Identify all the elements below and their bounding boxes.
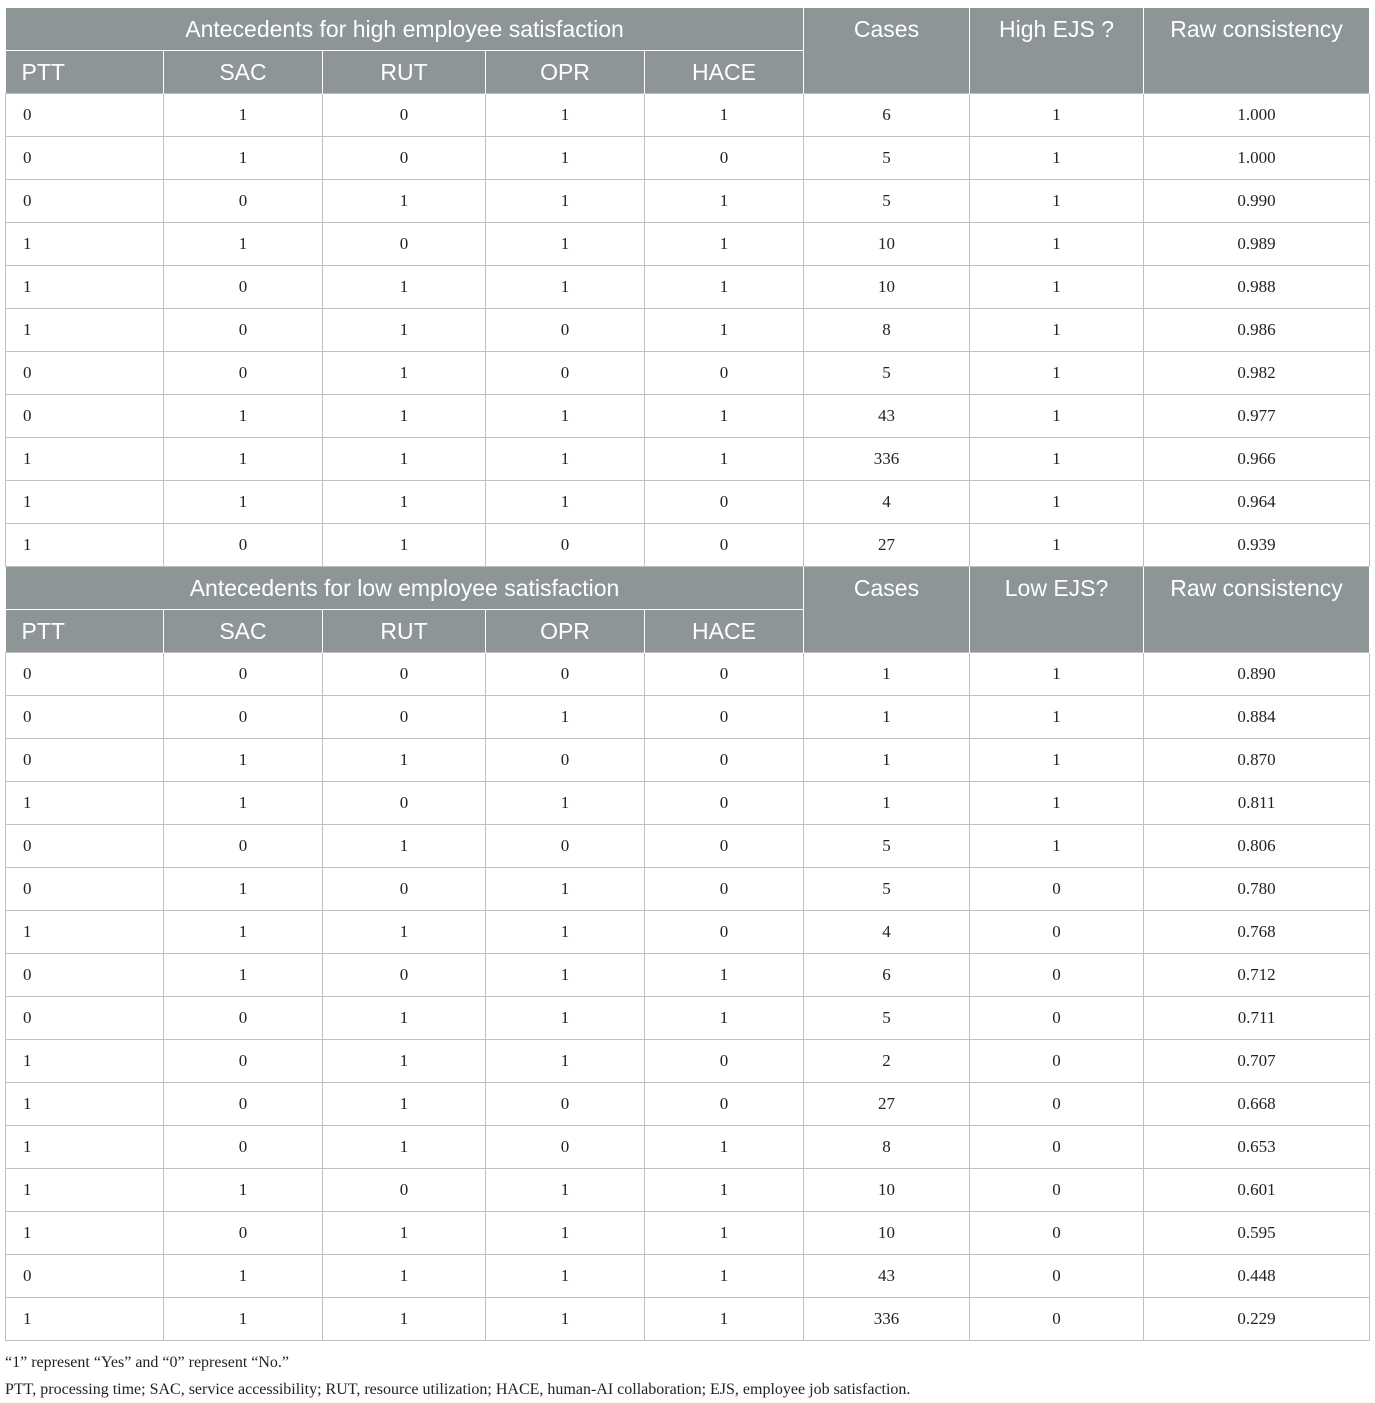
high-cell-outcome: 1: [970, 266, 1144, 309]
low-col-opr: OPR: [486, 610, 645, 653]
high-cell-ptt: 1: [6, 309, 164, 352]
table-row: [6, 352, 1370, 395]
table-row: [6, 782, 1370, 825]
low-cell-rut: 1: [323, 1212, 486, 1255]
footnote-coding: “1” represent “Yes” and “0” represent “No.”: [5, 1354, 290, 1371]
high-cell-hace: 0: [645, 137, 804, 180]
low-cell-sac: 0: [164, 1126, 323, 1169]
high-cell-hace: 1: [645, 266, 804, 309]
low-col-rut: RUT: [323, 610, 486, 653]
low-cell-ptt: 0: [6, 825, 164, 868]
table-row: [6, 997, 1370, 1040]
high-col-rut: RUT: [323, 51, 486, 94]
table-row: [6, 696, 1370, 739]
low-cell-cases: 1: [804, 653, 970, 696]
high-body: [6, 94, 1370, 567]
high-cell-hace: 1: [645, 94, 804, 137]
high-cell-consistency: 1.000: [1144, 94, 1370, 137]
low-cell-hace: 0: [645, 825, 804, 868]
high-cell-cases: 5: [804, 137, 970, 180]
high-cell-consistency: 0.977: [1144, 395, 1370, 438]
low-cell-ptt: 1: [6, 782, 164, 825]
low-cell-opr: 1: [486, 911, 645, 954]
table-row: [6, 911, 1370, 954]
low-cell-opr: 0: [486, 739, 645, 782]
high-cell-ptt: 0: [6, 94, 164, 137]
high-cell-consistency: 0.989: [1144, 223, 1370, 266]
high-header: [6, 8, 1370, 94]
low-cell-outcome: 0: [970, 868, 1144, 911]
low-cell-rut: 1: [323, 1040, 486, 1083]
high-cell-ptt: 0: [6, 180, 164, 223]
low-cell-consistency: 0.780: [1144, 868, 1370, 911]
low-cell-sac: 0: [164, 1212, 323, 1255]
table-row: [6, 868, 1370, 911]
high-cell-outcome: 1: [970, 352, 1144, 395]
high-cell-outcome: 1: [970, 223, 1144, 266]
table-row: [6, 825, 1370, 868]
low-cell-consistency: 0.711: [1144, 997, 1370, 1040]
low-cell-sac: 1: [164, 911, 323, 954]
low-body: [6, 653, 1370, 1341]
low-cell-cases: 1: [804, 696, 970, 739]
table-row: [6, 1212, 1370, 1255]
high-cell-sac: 0: [164, 180, 323, 223]
low-cell-rut: 1: [323, 825, 486, 868]
table-row: [6, 1169, 1370, 1212]
low-cell-ptt: 0: [6, 696, 164, 739]
low-cell-ptt: 1: [6, 1083, 164, 1126]
table-row: [6, 524, 1370, 567]
low-cell-hace: 0: [645, 911, 804, 954]
low-cell-outcome: 1: [970, 782, 1144, 825]
table-row: [6, 1083, 1370, 1126]
high-cell-cases: 5: [804, 352, 970, 395]
high-cell-opr: 1: [486, 395, 645, 438]
low-cell-outcome: 1: [970, 653, 1144, 696]
low-cell-sac: 1: [164, 782, 323, 825]
high-cell-cases: 8: [804, 309, 970, 352]
high-cell-cases: 27: [804, 524, 970, 567]
high-cell-sac: 0: [164, 309, 323, 352]
high-cell-opr: 1: [486, 223, 645, 266]
low-cell-consistency: 0.707: [1144, 1040, 1370, 1083]
low-cell-cases: 5: [804, 997, 970, 1040]
high-cell-outcome: 1: [970, 481, 1144, 524]
table-row: [6, 223, 1370, 266]
high-cell-opr: 1: [486, 180, 645, 223]
low-cell-rut: 0: [323, 954, 486, 997]
table-row: [6, 438, 1370, 481]
low-cell-cases: 27: [804, 1083, 970, 1126]
low-col-hace: HACE: [645, 610, 804, 653]
high-cell-rut: 1: [323, 395, 486, 438]
high-cell-rut: 1: [323, 524, 486, 567]
low-cell-ptt: 0: [6, 1255, 164, 1298]
low-cell-sac: 1: [164, 1298, 323, 1341]
low-cell-hace: 1: [645, 1126, 804, 1169]
low-cell-hace: 1: [645, 1212, 804, 1255]
high-cell-cases: 10: [804, 266, 970, 309]
high-cell-cases: 336: [804, 438, 970, 481]
low-cell-opr: 0: [486, 653, 645, 696]
low-cell-opr: 1: [486, 954, 645, 997]
high-cell-ptt: 1: [6, 438, 164, 481]
low-cell-outcome: 0: [970, 1255, 1144, 1298]
table-row: [6, 653, 1370, 696]
low-cell-rut: 1: [323, 997, 486, 1040]
table-row: [6, 739, 1370, 782]
high-outcome-header: High EJS ?: [970, 8, 1144, 94]
low-cell-opr: 0: [486, 1126, 645, 1169]
high-cell-opr: 1: [486, 481, 645, 524]
high-cell-sac: 1: [164, 94, 323, 137]
low-cell-ptt: 1: [6, 911, 164, 954]
results-table: [5, 8, 1370, 1341]
low-cell-cases: 10: [804, 1169, 970, 1212]
high-cell-opr: 0: [486, 352, 645, 395]
low-cell-sac: 1: [164, 868, 323, 911]
low-cell-outcome: 1: [970, 696, 1144, 739]
high-cell-opr: 1: [486, 438, 645, 481]
table-row: [6, 481, 1370, 524]
low-cell-consistency: 0.768: [1144, 911, 1370, 954]
low-cell-sac: 0: [164, 696, 323, 739]
low-consistency-header: Raw consistency: [1144, 567, 1370, 653]
footnote-abbreviations: PTT, processing time; SAC, service accessibility; RUT, resource utilization; HACE, human-AI collaboration; EJS, employee job satisfaction.: [5, 1381, 911, 1398]
low-cell-sac: 0: [164, 1040, 323, 1083]
low-cell-consistency: 0.884: [1144, 696, 1370, 739]
low-cell-ptt: 1: [6, 1298, 164, 1341]
high-cell-outcome: 1: [970, 137, 1144, 180]
low-col-ptt: PTT: [6, 610, 164, 653]
low-col-sac: SAC: [164, 610, 323, 653]
low-cell-opr: 0: [486, 1083, 645, 1126]
low-cell-cases: 8: [804, 1126, 970, 1169]
low-header: [6, 567, 1370, 653]
low-cell-consistency: 0.601: [1144, 1169, 1370, 1212]
high-cell-outcome: 1: [970, 309, 1144, 352]
table-footnotes: [5, 1349, 1369, 1403]
high-cell-consistency: 0.986: [1144, 309, 1370, 352]
high-cell-outcome: 1: [970, 438, 1144, 481]
low-cell-cases: 5: [804, 825, 970, 868]
high-cell-ptt: 0: [6, 352, 164, 395]
high-cell-rut: 1: [323, 352, 486, 395]
low-cell-ptt: 0: [6, 997, 164, 1040]
low-cell-rut: 1: [323, 1083, 486, 1126]
low-group-title: Antecedents for low employee satisfaction: [6, 567, 804, 610]
high-cell-ptt: 1: [6, 481, 164, 524]
high-cell-sac: 1: [164, 223, 323, 266]
table-row: [6, 1255, 1370, 1298]
high-cell-sac: 0: [164, 352, 323, 395]
low-cell-opr: 1: [486, 1298, 645, 1341]
low-cell-opr: 1: [486, 696, 645, 739]
high-cell-sac: 1: [164, 395, 323, 438]
low-cell-ptt: 1: [6, 1126, 164, 1169]
low-cell-opr: 1: [486, 782, 645, 825]
low-cell-outcome: 1: [970, 825, 1144, 868]
low-cell-ptt: 1: [6, 1040, 164, 1083]
high-cell-rut: 1: [323, 438, 486, 481]
high-cell-ptt: 1: [6, 223, 164, 266]
low-cell-outcome: 0: [970, 1212, 1144, 1255]
low-cell-hace: 1: [645, 1169, 804, 1212]
low-cell-sac: 0: [164, 997, 323, 1040]
high-cell-consistency: 0.966: [1144, 438, 1370, 481]
table-row: [6, 137, 1370, 180]
high-cell-cases: 4: [804, 481, 970, 524]
low-cell-rut: 1: [323, 1298, 486, 1341]
low-cell-cases: 10: [804, 1212, 970, 1255]
high-cell-rut: 1: [323, 481, 486, 524]
low-cell-opr: 1: [486, 1212, 645, 1255]
high-cell-cases: 43: [804, 395, 970, 438]
low-cell-rut: 1: [323, 739, 486, 782]
high-cell-outcome: 1: [970, 524, 1144, 567]
low-cell-consistency: 0.806: [1144, 825, 1370, 868]
low-cell-cases: 1: [804, 739, 970, 782]
low-cell-consistency: 0.712: [1144, 954, 1370, 997]
low-cell-sac: 1: [164, 1169, 323, 1212]
low-cell-ptt: 0: [6, 653, 164, 696]
low-cell-outcome: 0: [970, 911, 1144, 954]
low-cell-cases: 336: [804, 1298, 970, 1341]
high-cell-rut: 0: [323, 94, 486, 137]
high-cell-outcome: 1: [970, 180, 1144, 223]
high-cell-outcome: 1: [970, 395, 1144, 438]
low-cell-outcome: 0: [970, 997, 1144, 1040]
table-row: [6, 1298, 1370, 1341]
high-cell-hace: 1: [645, 309, 804, 352]
high-col-sac: SAC: [164, 51, 323, 94]
low-cell-consistency: 0.653: [1144, 1126, 1370, 1169]
low-cell-hace: 1: [645, 1255, 804, 1298]
high-cell-consistency: 0.939: [1144, 524, 1370, 567]
low-cell-hace: 0: [645, 1083, 804, 1126]
low-cell-hace: 0: [645, 782, 804, 825]
low-cell-rut: 1: [323, 1255, 486, 1298]
high-cell-sac: 1: [164, 481, 323, 524]
table-row: [6, 1126, 1370, 1169]
low-cell-sac: 0: [164, 825, 323, 868]
low-cases-header: Cases: [804, 567, 970, 653]
low-cell-rut: 0: [323, 696, 486, 739]
low-cell-ptt: 0: [6, 739, 164, 782]
low-cell-ptt: 1: [6, 1212, 164, 1255]
high-cases-header: Cases: [804, 8, 970, 94]
low-cell-cases: 2: [804, 1040, 970, 1083]
high-cell-outcome: 1: [970, 94, 1144, 137]
high-cell-sac: 1: [164, 137, 323, 180]
high-cell-ptt: 1: [6, 524, 164, 567]
high-cell-consistency: 0.988: [1144, 266, 1370, 309]
low-cell-rut: 0: [323, 868, 486, 911]
low-outcome-header: Low EJS?: [970, 567, 1144, 653]
low-cell-sac: 0: [164, 653, 323, 696]
low-cell-rut: 0: [323, 1169, 486, 1212]
high-group-title: Antecedents for high employee satisfaction: [6, 8, 804, 51]
high-cell-rut: 0: [323, 223, 486, 266]
high-cell-sac: 0: [164, 266, 323, 309]
low-cell-opr: 1: [486, 868, 645, 911]
low-cell-cases: 4: [804, 911, 970, 954]
low-cell-consistency: 0.595: [1144, 1212, 1370, 1255]
high-cell-opr: 1: [486, 137, 645, 180]
table-row: [6, 395, 1370, 438]
high-cell-consistency: 0.990: [1144, 180, 1370, 223]
low-cell-outcome: 0: [970, 1169, 1144, 1212]
low-cell-outcome: 1: [970, 739, 1144, 782]
high-cell-sac: 0: [164, 524, 323, 567]
low-cell-rut: 1: [323, 911, 486, 954]
low-cell-opr: 1: [486, 997, 645, 1040]
low-cell-outcome: 0: [970, 1298, 1144, 1341]
low-cell-outcome: 0: [970, 1126, 1144, 1169]
low-cell-sac: 1: [164, 739, 323, 782]
high-cell-ptt: 1: [6, 266, 164, 309]
low-cell-sac: 0: [164, 1083, 323, 1126]
high-col-hace: HACE: [645, 51, 804, 94]
low-cell-opr: 1: [486, 1255, 645, 1298]
low-cell-rut: 1: [323, 1126, 486, 1169]
high-col-opr: OPR: [486, 51, 645, 94]
low-cell-opr: 1: [486, 1040, 645, 1083]
low-cell-cases: 43: [804, 1255, 970, 1298]
high-cell-hace: 0: [645, 524, 804, 567]
high-cell-rut: 1: [323, 180, 486, 223]
low-cell-outcome: 0: [970, 954, 1144, 997]
truth-table: [5, 8, 1369, 1403]
table-row: [6, 1040, 1370, 1083]
high-cell-cases: 5: [804, 180, 970, 223]
low-cell-consistency: 0.229: [1144, 1298, 1370, 1341]
high-cell-cases: 6: [804, 94, 970, 137]
low-cell-opr: 0: [486, 825, 645, 868]
table-row: [6, 954, 1370, 997]
high-cell-rut: 1: [323, 309, 486, 352]
high-cell-cases: 10: [804, 223, 970, 266]
table-row: [6, 309, 1370, 352]
high-col-ptt: PTT: [6, 51, 164, 94]
high-cell-opr: 1: [486, 266, 645, 309]
low-cell-rut: 0: [323, 653, 486, 696]
low-cell-hace: 1: [645, 954, 804, 997]
low-cell-outcome: 0: [970, 1040, 1144, 1083]
low-cell-sac: 1: [164, 1255, 323, 1298]
high-cell-hace: 1: [645, 180, 804, 223]
low-cell-opr: 1: [486, 1169, 645, 1212]
high-consistency-header: Raw consistency: [1144, 8, 1370, 94]
low-cell-hace: 0: [645, 653, 804, 696]
low-cell-consistency: 0.668: [1144, 1083, 1370, 1126]
low-cell-hace: 1: [645, 1298, 804, 1341]
low-cell-hace: 0: [645, 1040, 804, 1083]
table-row: [6, 266, 1370, 309]
low-cell-ptt: 0: [6, 868, 164, 911]
high-cell-hace: 0: [645, 352, 804, 395]
high-cell-consistency: 0.964: [1144, 481, 1370, 524]
low-cell-consistency: 0.870: [1144, 739, 1370, 782]
table-row: [6, 94, 1370, 137]
low-cell-rut: 0: [323, 782, 486, 825]
low-cell-cases: 5: [804, 868, 970, 911]
low-cell-ptt: 0: [6, 954, 164, 997]
high-cell-sac: 1: [164, 438, 323, 481]
high-cell-hace: 1: [645, 438, 804, 481]
table-row: [6, 180, 1370, 223]
high-cell-hace: 1: [645, 395, 804, 438]
high-cell-consistency: 0.982: [1144, 352, 1370, 395]
high-cell-opr: 0: [486, 309, 645, 352]
high-cell-consistency: 1.000: [1144, 137, 1370, 180]
low-cell-cases: 1: [804, 782, 970, 825]
high-cell-opr: 1: [486, 94, 645, 137]
low-cell-hace: 0: [645, 696, 804, 739]
high-cell-rut: 0: [323, 137, 486, 180]
low-cell-ptt: 1: [6, 1169, 164, 1212]
low-cell-sac: 1: [164, 954, 323, 997]
low-cell-hace: 0: [645, 868, 804, 911]
high-cell-rut: 1: [323, 266, 486, 309]
low-cell-consistency: 0.811: [1144, 782, 1370, 825]
low-cell-hace: 0: [645, 739, 804, 782]
low-cell-consistency: 0.890: [1144, 653, 1370, 696]
low-cell-outcome: 0: [970, 1083, 1144, 1126]
low-cell-consistency: 0.448: [1144, 1255, 1370, 1298]
high-cell-hace: 0: [645, 481, 804, 524]
high-cell-ptt: 0: [6, 137, 164, 180]
low-cell-hace: 1: [645, 997, 804, 1040]
high-cell-hace: 1: [645, 223, 804, 266]
high-cell-ptt: 0: [6, 395, 164, 438]
high-cell-opr: 0: [486, 524, 645, 567]
low-cell-cases: 6: [804, 954, 970, 997]
